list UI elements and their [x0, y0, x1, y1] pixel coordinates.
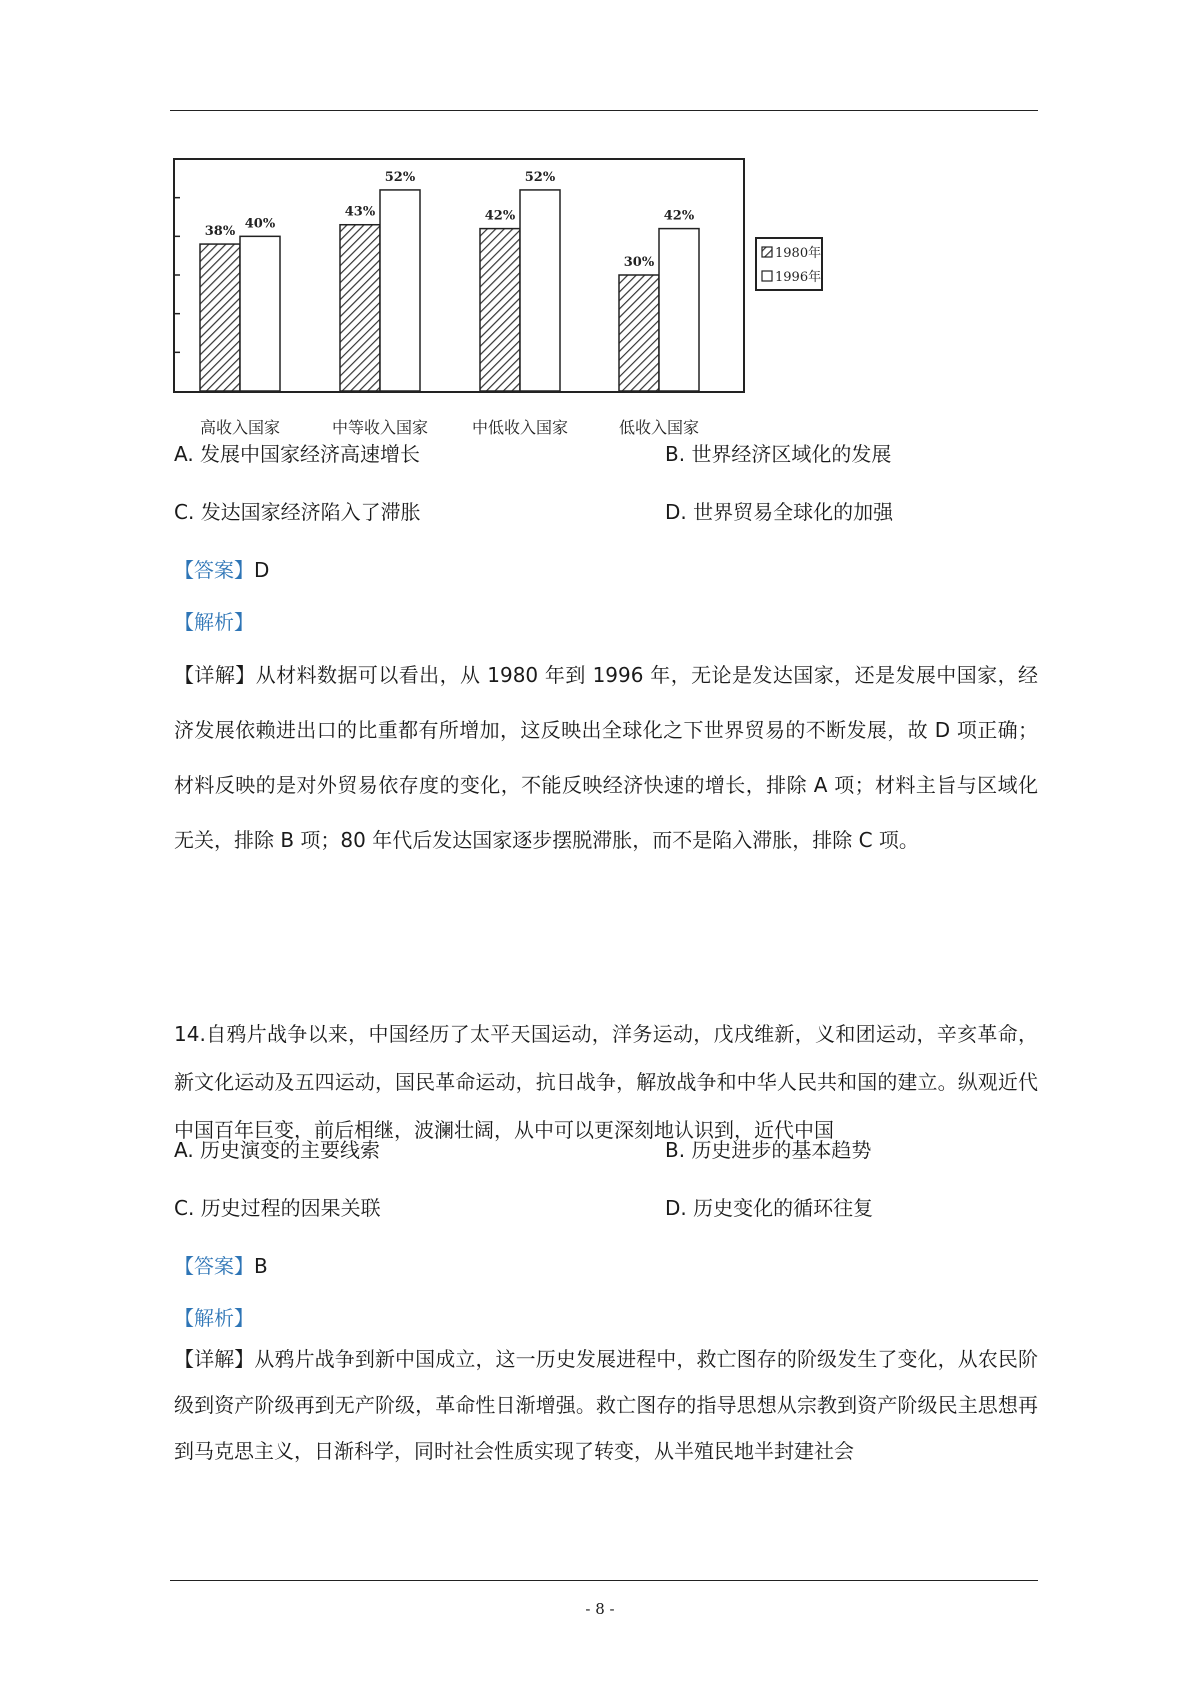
- answer-value: D: [254, 558, 270, 582]
- data-label: 42%: [663, 208, 695, 224]
- q14-analysis-tag: 【解析】: [174, 1306, 254, 1330]
- data-label: 43%: [344, 204, 376, 220]
- q13-analysis-tag: 【解析】: [174, 610, 254, 634]
- q14-option-c: C. 历史过程的因果关联: [174, 1196, 381, 1220]
- detail-tag: 【详解】: [174, 663, 256, 687]
- data-label: 30%: [623, 255, 655, 270]
- category-label: 中等收入国家: [331, 418, 429, 437]
- q13-option-c: C. 发达国家经济陷入了滞胀: [174, 500, 421, 524]
- data-label: 38%: [204, 224, 236, 240]
- detail-tag: 【详解】: [174, 1347, 255, 1371]
- q14-option-b: B. 历史进步的基本趋势: [665, 1138, 872, 1162]
- bar-1980年-低收入国家: [619, 275, 659, 391]
- answer-tag: 【答案】: [174, 558, 254, 582]
- q13-option-d: D. 世界贸易全球化的加强: [665, 500, 894, 524]
- data-label: 52%: [524, 169, 556, 185]
- q14-option-a: A. 历史演变的主要线索: [174, 1138, 381, 1162]
- header-rule: [170, 110, 1038, 111]
- legend: [756, 238, 822, 290]
- legend-swatch-1980: [762, 247, 772, 257]
- legend-swatch-1996: [762, 271, 772, 281]
- bar-1996年-低收入国家: [659, 229, 699, 391]
- bar-1996年-中低收入国家: [520, 190, 560, 391]
- q13-option-a: A. 发展中国家经济高速增长: [174, 442, 421, 466]
- data-label: 52%: [384, 169, 416, 185]
- bar-1980年-高收入国家: [200, 244, 240, 391]
- q14-stem: 14.自鸦片战争以来，中国经历了太平天国运动，洋务运动，戊戌维新，义和团运动，辛亥革命，新文化运动及五四运动，国民革命运动，抗日战争，解放战争和中华人民共和国的建立。纵观近代中国百年巨变，前后相继，波澜壮阔，从中可以更深刻地认识到，近代中国: [174, 1022, 1038, 1142]
- q14-answer: [174, 1252, 268, 1280]
- page-number: - 8 -: [585, 1600, 615, 1618]
- bar-chart: [170, 155, 930, 445]
- answer-value: B: [254, 1254, 268, 1278]
- q14-option-d: D. 历史变化的循环往复: [665, 1196, 874, 1220]
- q13-option-b: B. 世界经济区域化的发展: [665, 442, 892, 466]
- category-labels: [200, 418, 699, 437]
- legend-label-1980: 1980年: [775, 246, 822, 261]
- bar-1980年-中等收入国家: [340, 225, 380, 391]
- category-label: 中低收入国家: [471, 418, 569, 437]
- q14-detail: 【详解】从鸦片战争到新中国成立，这一历史发展进程中，救亡图存的阶级发生了变化，从农民阶级到资产阶级再到无产阶级，革命性日渐增强。救亡图存的指导思想从宗教到资产阶级民主思想再到马克思主义，日渐科学，同时社会性质实现了转变，从半殖民地半封建社会: [174, 1347, 1039, 1463]
- data-label: 40%: [244, 216, 276, 232]
- legend-label-1996: 1996年: [775, 270, 822, 285]
- bar-1996年-高收入国家: [240, 236, 280, 391]
- bar-1980年-中低收入国家: [480, 229, 520, 391]
- bar-1996年-中等收入国家: [380, 190, 420, 391]
- answer-tag: 【答案】: [174, 1254, 254, 1278]
- q13-answer: [174, 556, 269, 584]
- q13-detail: 【详解】从材料数据可以看出，从 1980 年到 1996 年，无论是发达国家，还是发展中国家，经济发展依赖进出口的比重都有所增加，这反映出全球化之下世界贸易的不断发展，故 D 项正确；材料反映的是对外贸易依存度的变化，不能反映经济快速的增长，排除 A 项；材料主旨与区域化无关，排除 B 项；80 年代后发达国家逐步摆脱滞胀，而不是陷入滞胀，排除 C 项。: [174, 663, 1039, 852]
- footer-rule: [170, 1580, 1038, 1581]
- category-label: 低收入国家: [618, 418, 700, 437]
- data-label: 42%: [484, 208, 516, 224]
- category-label: 高收入国家: [199, 418, 281, 437]
